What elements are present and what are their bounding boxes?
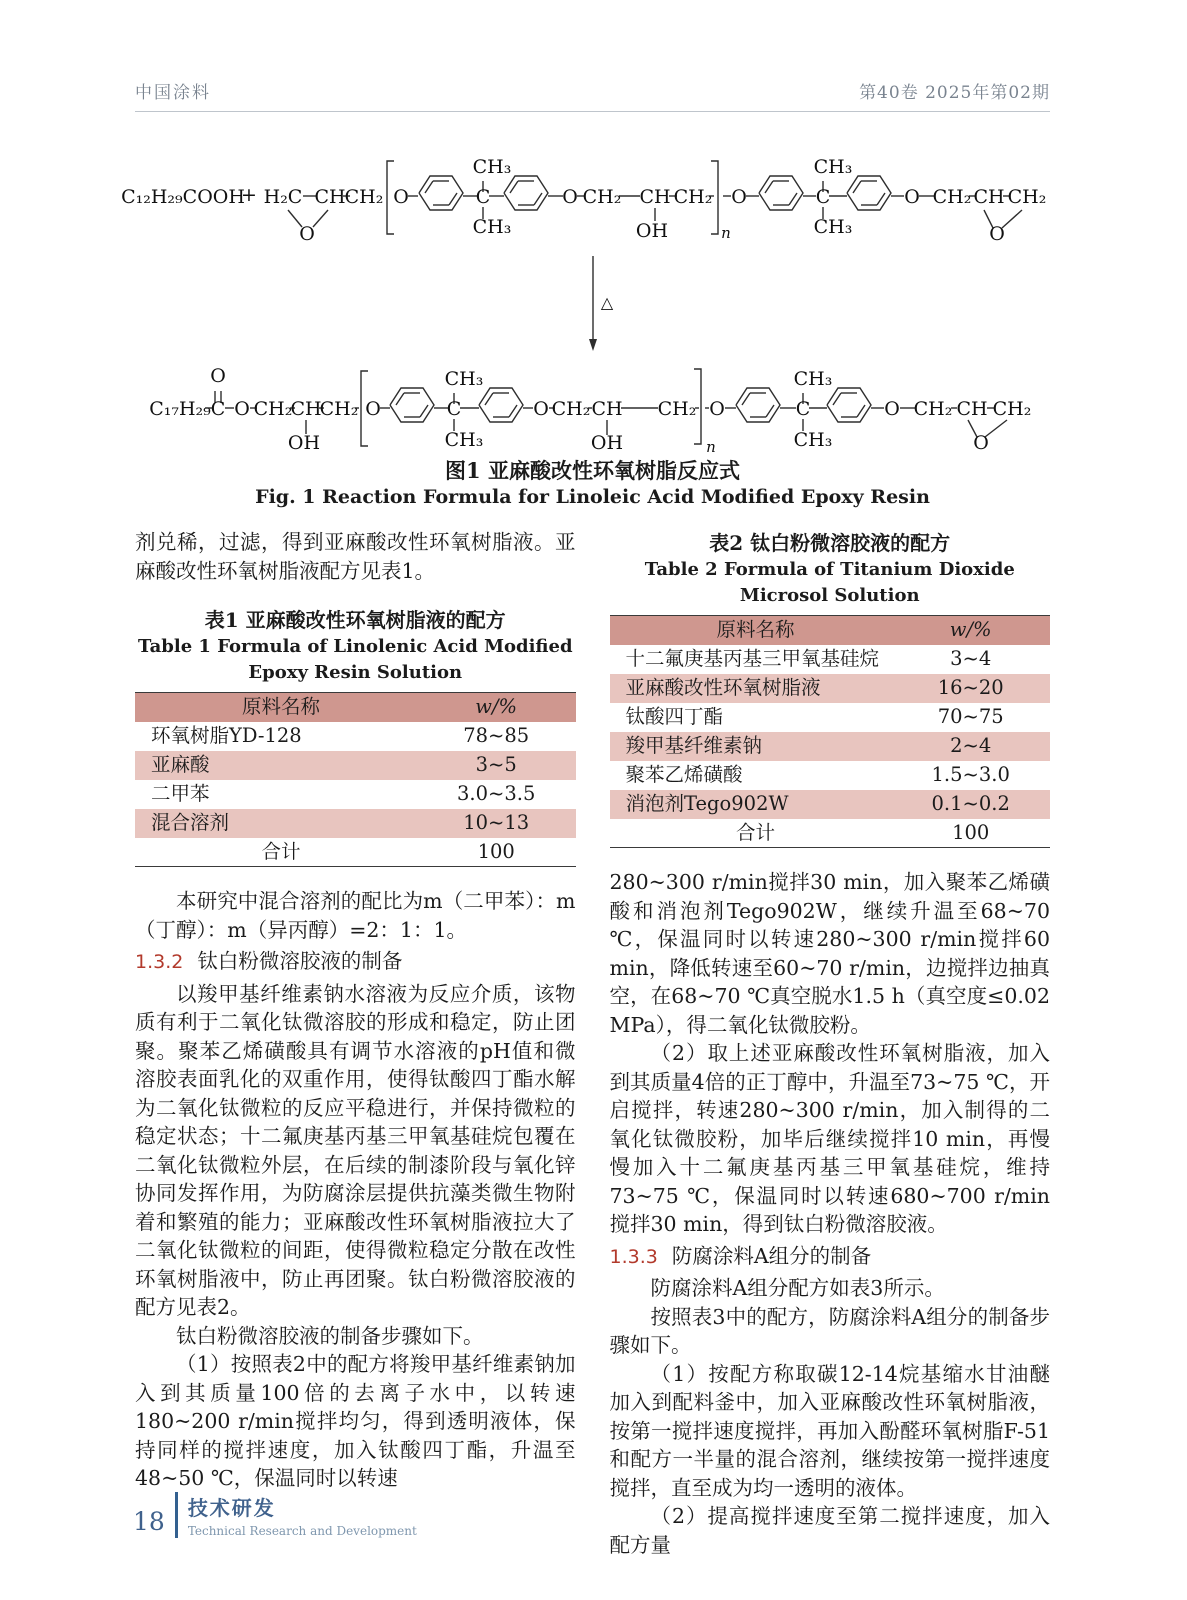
table-cell: 1.5~3.0 bbox=[931, 762, 1010, 786]
table-header-cell: w/% bbox=[475, 695, 518, 718]
scheme-label: CH bbox=[973, 186, 1005, 208]
table-cell: 100 bbox=[477, 839, 515, 863]
section-heading-132 bbox=[135, 947, 576, 977]
figure1-caption bbox=[135, 458, 1050, 510]
table-cell: 3~5 bbox=[475, 752, 517, 776]
two-column-body bbox=[135, 528, 1050, 1559]
section-title: 防腐涂料A组分的制备 bbox=[671, 1243, 872, 1268]
table-cell: 二甲苯 bbox=[151, 781, 210, 805]
paragraph: 防腐涂料A组分配方如表3所示。 bbox=[650, 1276, 945, 1300]
table-row bbox=[135, 722, 576, 751]
scheme-label: CH₂ bbox=[319, 398, 359, 420]
paragraph: 剂兑稀，过滤，得到亚麻酸改性环氧树脂液。亚麻酸改性环氧树脂液配方见表1。 bbox=[135, 530, 576, 583]
scheme-label: CH bbox=[956, 398, 988, 420]
table-row bbox=[135, 838, 576, 867]
table-header-cell: 原料名称 bbox=[716, 618, 795, 641]
table-cell: 羧甲基纤维素钠 bbox=[625, 733, 763, 757]
table-cell: 100 bbox=[952, 820, 990, 844]
page-footer bbox=[133, 1492, 417, 1538]
footer-section-cn: 技术研发 bbox=[187, 1496, 276, 1520]
table-cell: 亚麻酸 bbox=[151, 752, 210, 776]
scheme-label: O bbox=[989, 223, 1005, 245]
paragraph: 按照表3中的配方，防腐涂料A组分的制备步骤如下。 bbox=[609, 1304, 1050, 1357]
scheme-label: C bbox=[475, 186, 491, 208]
scheme-label: CH₂ bbox=[657, 398, 697, 420]
paragraph: 钛白粉微溶胶液的制备步骤如下。 bbox=[176, 1323, 484, 1348]
right-column bbox=[610, 528, 1051, 1559]
table-row bbox=[135, 780, 576, 809]
scheme-label: O bbox=[210, 365, 226, 387]
table1-title-cn: 表1 亚麻酸改性环氧树脂液的配方 bbox=[204, 608, 506, 632]
table2-title-cn: 表2 钛白粉微溶胶液的配方 bbox=[709, 531, 951, 555]
scheme-label: CH bbox=[290, 398, 322, 420]
paragraph: 本研究中混合溶剂的配比为m（二甲苯）：m（丁醇）：m（异丙醇）=2：1：1。 bbox=[135, 889, 576, 942]
page-number: 18 bbox=[133, 1507, 165, 1536]
table-cell: 0.1~0.2 bbox=[931, 791, 1010, 815]
paragraph: 以羧甲基纤维素钠水溶液为反应介质，该物质有利于二氧化钛微溶胶的形成和稳定，防止团聚。聚苯乙烯磺酸具有调节水溶液的pH值和微溶胶表面乳化的双重作用，使得钛酸四丁酯水解为二氧化钛微粒的反应平稳进行，并保持微粒的稳定状态；十二氟庚基丙基三甲氧基硅烷包覆在二氧化钛微粒外层，在后续的制漆阶段与氧化锌协同发挥作用，为防腐涂层提供抗藻类微生物附着和繁殖的能力；亚麻酸改性环氧树脂液拉大了二氧化钛微粒的间距，使得微粒稳定分散在改性环氧树脂液中，防止再团聚。钛白粉微溶胶液的配方见表2。 bbox=[135, 981, 576, 1319]
section-number: 1.3.3 bbox=[609, 1245, 658, 1268]
table1 bbox=[135, 692, 576, 867]
scheme-label: CH₂ bbox=[673, 186, 713, 208]
scheme-label: CH bbox=[314, 186, 346, 208]
scheme-label: CH₂ bbox=[582, 186, 622, 208]
table-cell: 环氧树脂YD-128 bbox=[151, 723, 302, 747]
table-row bbox=[135, 751, 576, 780]
table-row bbox=[610, 761, 1051, 790]
table-cell: 70~75 bbox=[937, 704, 1004, 728]
table1-title-en: Table 1 Formula of Linolenic Acid Modified Epoxy Resin Solution bbox=[137, 636, 573, 683]
paragraph: （2）取上述亚麻酸改性环氧树脂液，加入到其质量4倍的正丁醇中，升温至73~75 ℃，开启搅拌，转速280~300 r/min，加入制得的二氧化钛微胶粉，加毕后继续搅拌10 min，再慢慢加入十二氟庚基丙基三甲氧基硅烷，维持73~75 ℃，保温同时以转速680~700 r/min搅拌30 min，得到钛白粉微溶胶液。 bbox=[609, 1041, 1050, 1236]
table-row bbox=[610, 790, 1051, 819]
paragraph: （2）提高搅拌速度至第二搅拌速度，加入配方量 bbox=[609, 1504, 1050, 1557]
scheme-label: CH₃ bbox=[444, 368, 484, 390]
scheme-label: OH bbox=[635, 220, 669, 242]
scheme-label: C bbox=[446, 398, 462, 420]
table2 bbox=[610, 615, 1051, 848]
section-title: 钛白粉微溶胶液的制备 bbox=[197, 949, 403, 973]
scheme-label: OH bbox=[590, 432, 624, 454]
scheme-label: CH₃ bbox=[793, 429, 833, 451]
scheme-label: CH₂ bbox=[992, 398, 1032, 420]
scheme-label: CH₃ bbox=[444, 429, 484, 451]
scheme-label: H₂C bbox=[263, 186, 303, 208]
table-cell: 合计 bbox=[735, 820, 775, 844]
table-cell: 2~4 bbox=[950, 733, 992, 757]
scheme-label: CH₃ bbox=[793, 368, 833, 390]
scheme-label: CH₂ bbox=[551, 398, 591, 420]
scheme-label: O bbox=[884, 398, 900, 420]
table-cell: 十二氟庚基丙基三甲氧基硅烷 bbox=[625, 646, 880, 670]
page-header bbox=[135, 78, 1050, 112]
figure1-caption-en: Fig. 1 Reaction Formula for Linoleic Acid Modified Epoxy Resin bbox=[255, 486, 930, 508]
table-cell: 聚苯乙烯磺酸 bbox=[625, 762, 743, 786]
table-row bbox=[610, 645, 1051, 674]
left-column bbox=[135, 528, 576, 1559]
table-cell: 16~20 bbox=[937, 675, 1004, 699]
table-header-cell: w/% bbox=[949, 618, 992, 641]
scheme-label: C₁₂H₂₉COOH bbox=[121, 186, 245, 208]
scheme-label: OH bbox=[287, 432, 321, 454]
table-cell: 钛酸四丁酯 bbox=[625, 704, 724, 728]
scheme-label: CH₂ bbox=[344, 186, 384, 208]
issue-info: 第40卷 2025年第02期 bbox=[859, 83, 1050, 103]
table-row bbox=[135, 809, 576, 838]
table-cell: 10~13 bbox=[463, 810, 530, 834]
paragraph: （1）按照表2中的配方将羧甲基纤维素钠加入到其质量100倍的去离子水中，以转速180~200 r/min搅拌均匀，得到透明液体，保持同样的搅拌速度，加入钛酸四丁酯，升温至48~50 ℃，保温同时以转速 bbox=[135, 1352, 576, 1490]
table-row bbox=[610, 732, 1051, 761]
scheme-label: C bbox=[795, 398, 811, 420]
scheme-label: CH₂ bbox=[1007, 186, 1047, 208]
paragraph: （1）按配方称取碳12-14烷基缩水甘油醚加入到配料釜中，加入亚麻酸改性环氧树脂液，按第一搅拌速度搅拌，再加入酚醛环氧树脂F-51和配方一半量的混合溶剂，继续按第一搅拌速度搅拌，直至成为均一透明的液体。 bbox=[609, 1361, 1050, 1500]
scheme-label: C bbox=[210, 398, 226, 420]
scheme-label: CH bbox=[591, 398, 623, 420]
scheme-label: O bbox=[393, 186, 409, 208]
section-number: 1.3.2 bbox=[135, 951, 184, 973]
scheme-label: O bbox=[973, 432, 989, 454]
scheme-label: CH₂ bbox=[913, 398, 953, 420]
section-heading-133 bbox=[610, 1242, 1051, 1272]
table-cell: 3.0~3.5 bbox=[457, 781, 536, 805]
table-cell: 78~85 bbox=[463, 723, 530, 747]
table2-block bbox=[610, 530, 1051, 848]
scheme-label: CH₂ bbox=[253, 398, 293, 420]
scheme-label: O bbox=[904, 186, 920, 208]
table-row bbox=[610, 819, 1051, 848]
scheme-label: O bbox=[731, 186, 747, 208]
scheme-label: n bbox=[706, 438, 716, 456]
table-cell: 消泡剂Tego902W bbox=[625, 791, 789, 815]
table-cell: 合计 bbox=[261, 839, 301, 863]
scheme-label: △ bbox=[600, 293, 614, 312]
table-cell: 3~4 bbox=[950, 646, 992, 670]
table-row bbox=[610, 674, 1051, 703]
scheme-label: O bbox=[299, 223, 315, 245]
scheme-label: O bbox=[533, 398, 549, 420]
scheme-label: n bbox=[721, 224, 731, 242]
table-row bbox=[610, 703, 1051, 732]
figure1-caption-cn: 图1 亚麻酸改性环氧树脂反应式 bbox=[445, 458, 740, 483]
footer-divider bbox=[175, 1492, 178, 1538]
scheme-label: C₁₇H₂₉ bbox=[149, 398, 211, 420]
scheme-label: CH₃ bbox=[813, 216, 853, 238]
table-cell: 混合溶剂 bbox=[151, 810, 230, 834]
table-header-cell: 原料名称 bbox=[241, 695, 320, 718]
scheme-label: O bbox=[709, 398, 725, 420]
scheme-label: O bbox=[562, 186, 578, 208]
scheme-label: CH₂ bbox=[932, 186, 972, 208]
scheme-label: CH₃ bbox=[472, 156, 512, 178]
reaction-scheme bbox=[120, 128, 1070, 463]
scheme-label: CH bbox=[639, 186, 671, 208]
scheme-label: O bbox=[365, 398, 381, 420]
footer-section-en: Technical Research and Development bbox=[187, 1524, 417, 1538]
paragraph: 280~300 r/min搅拌30 min，加入聚苯乙烯磺酸和消泡剂Tego902W，继续升温至68~70 ℃，保温同时以转速280~300 r/min搅拌60 min，降低转速至60~70 r/min，边搅拌边抽真空，在68~70 ℃真空脱水1.5 h（真空度≤0.02 MPa），得二氧化钛微胶粉。 bbox=[609, 870, 1050, 1037]
table1-block bbox=[135, 607, 576, 867]
scheme-label: C bbox=[815, 186, 831, 208]
table-cell: 亚麻酸改性环氧树脂液 bbox=[625, 675, 821, 699]
table2-title-en: Table 2 Formula of Titanium Dioxide Microsol Solution bbox=[644, 559, 1015, 606]
scheme-label: CH₃ bbox=[472, 216, 512, 238]
scheme-label: + bbox=[241, 184, 257, 206]
scheme-label: CH₃ bbox=[813, 156, 853, 178]
scheme-label: O bbox=[234, 398, 250, 420]
journal-title: 中国涂料 bbox=[135, 83, 211, 103]
